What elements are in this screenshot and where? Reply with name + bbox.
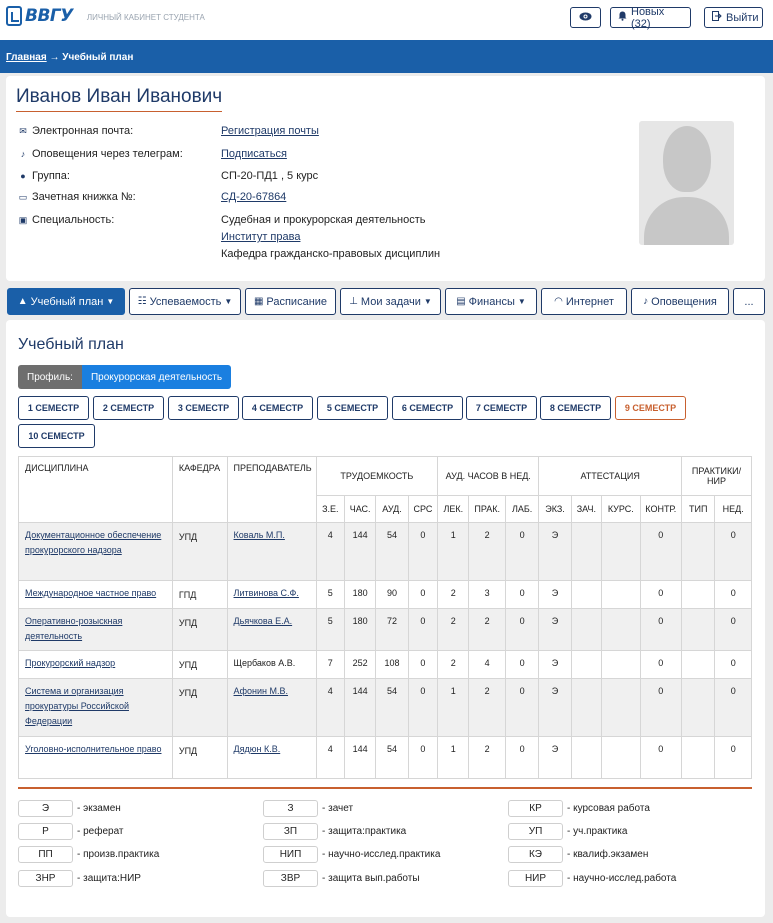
table-cell: 0: [715, 679, 752, 737]
semester-tab-5[interactable]: 5 СЕМЕСТР: [317, 396, 388, 420]
chevron-down-icon: ▼: [423, 297, 432, 306]
table-cell: 0: [640, 581, 682, 609]
cell-discipline: [19, 523, 173, 581]
legend-code: Р: [18, 823, 73, 840]
tab-schedule-label: Расписание: [266, 295, 328, 308]
table-cell: [602, 523, 640, 581]
table-row: [19, 651, 752, 679]
th-hours: АУД. ЧАСОВ В НЕД.: [438, 457, 539, 496]
table-cell: 1: [438, 679, 469, 737]
briefcase-icon: ▣: [18, 214, 28, 225]
cell-department: УПД: [172, 523, 227, 581]
legend-code: НИП: [263, 846, 318, 863]
th-sub: ЧАС.: [344, 496, 375, 523]
notifications-label: Новых (32): [631, 5, 665, 30]
list-icon: ☷: [137, 296, 147, 307]
table-row: [19, 737, 752, 779]
page-title: Учебный план: [18, 336, 124, 353]
table-cell: 0: [640, 523, 682, 581]
table-cell: [682, 679, 715, 737]
table-cell: [571, 651, 601, 679]
logo-mark-icon: [6, 6, 22, 26]
table-cell: 0: [640, 609, 682, 651]
table-cell: 0: [408, 679, 437, 737]
breadcrumb-home-link[interactable]: Главная: [6, 52, 47, 63]
th-sub: ТИП: [682, 496, 715, 523]
table-cell: 0: [715, 581, 752, 609]
legend-item: [263, 846, 440, 863]
legend-text: - квалиф.экзамен: [567, 849, 649, 860]
tab-internet[interactable]: [541, 288, 627, 315]
tab-internet-label: Интернет: [565, 295, 614, 308]
table-cell: Э: [539, 609, 571, 651]
cell-teacher: [227, 679, 316, 737]
legend-item: [508, 870, 676, 887]
th-practice: ПРАКТИКИ/ НИР: [682, 457, 752, 496]
specialty-label: Специальность:: [32, 214, 115, 226]
table-cell: 0: [715, 523, 752, 581]
teacher-name[interactable]: Литвинова С.Ф.: [233, 588, 299, 598]
table-cell: [571, 609, 601, 651]
legend-divider: [18, 787, 752, 789]
profile-row-gradebook: [16, 189, 616, 205]
discipline-link[interactable]: Система и организация прокуратуры Российской Федерации: [25, 686, 129, 726]
tab-performance-label: Успеваемость: [149, 295, 222, 308]
table-cell: 0: [715, 651, 752, 679]
table-cell: [682, 523, 715, 581]
institute-link[interactable]: Институт права: [221, 231, 301, 243]
legend-text: - защита:практика: [322, 826, 407, 837]
profile-row-email: [16, 123, 616, 139]
wifi-icon: ◠: [554, 296, 563, 307]
telegram-label: Оповещения через телеграм:: [32, 148, 183, 160]
legend-text: - зачет: [322, 803, 354, 814]
cell-discipline: [19, 581, 173, 609]
tab-notifications[interactable]: [631, 288, 729, 315]
th-sub: ЗАЧ.: [571, 496, 601, 523]
cell-department: УПД: [172, 737, 227, 779]
department-value: Кафедра гражданско-правовых дисциплин: [221, 248, 441, 260]
discipline-link[interactable]: Прокурорский надзор: [25, 658, 116, 668]
tab-notifications-label: Оповещения: [651, 295, 717, 308]
table-cell: [602, 679, 640, 737]
table-cell: 2: [469, 737, 505, 779]
table-cell: 180: [344, 581, 375, 609]
table-cell: 252: [344, 651, 375, 679]
table-cell: 0: [505, 523, 538, 581]
study-plan-body: [19, 523, 752, 779]
th-sub: КУРС.: [602, 496, 640, 523]
table-cell: 7: [316, 651, 344, 679]
th-discipline: ДИСЦИПЛИНА: [19, 457, 173, 523]
legend-item: [263, 823, 406, 840]
chevron-down-icon: ▼: [106, 297, 115, 306]
tab-more[interactable]: [733, 288, 765, 315]
profile-pill-value[interactable]: Прокурорская деятельность: [82, 365, 231, 389]
profile-row-group: [16, 168, 616, 184]
tab-performance[interactable]: [129, 288, 241, 315]
breadcrumb: [0, 40, 773, 73]
table-cell: 0: [640, 737, 682, 779]
envelope-icon: ✉: [19, 125, 27, 136]
avatar: [639, 121, 734, 245]
teacher-name[interactable]: Дьячкова Е.А.: [233, 616, 293, 626]
legend-item: [18, 846, 159, 863]
profile-pill-key: Профиль:: [18, 365, 82, 389]
email-label: Электронная почта:: [32, 125, 134, 137]
semester-tab-4[interactable]: 4 СЕМЕСТР: [242, 396, 313, 420]
semester-tab-9[interactable]: 9 СЕМЕСТР: [615, 396, 686, 420]
legend-text: - защита:НИР: [77, 873, 141, 884]
tab-more-label: ...: [744, 295, 754, 308]
table-cell: Э: [539, 581, 571, 609]
table-cell: 72: [376, 609, 408, 651]
cell-department: УПД: [172, 679, 227, 737]
semester-tab-3[interactable]: 3 СЕМЕСТР: [168, 396, 239, 420]
table-cell: 2: [469, 679, 505, 737]
tab-finance-label: Финансы: [468, 295, 515, 308]
table-cell: 0: [505, 737, 538, 779]
sign-out-icon: [712, 11, 722, 24]
profile-row-telegram: [16, 146, 616, 162]
table-cell: [571, 523, 601, 581]
table-cell: 0: [505, 679, 538, 737]
th-sub: КОНТР.: [640, 496, 682, 523]
th-sub: ЛАБ.: [505, 496, 538, 523]
legend-text: - научно-исслед.практика: [322, 849, 441, 860]
table-cell: [682, 609, 715, 651]
th-sub: НЕД.: [715, 496, 752, 523]
table-cell: 2: [438, 609, 469, 651]
table-cell: 0: [715, 737, 752, 779]
tab-finance[interactable]: [445, 288, 537, 315]
teacher-name[interactable]: Дядюн К.В.: [233, 744, 281, 754]
table-cell: 4: [316, 523, 344, 581]
table-cell: 0: [640, 679, 682, 737]
logo-subtitle: ЛИЧНЫЙ КАБИНЕТ СТУДЕНТА: [86, 12, 205, 22]
gradebook-label: Зачетная книжка №:: [32, 191, 136, 203]
table-cell: [602, 651, 640, 679]
calendar-icon: ▦: [253, 296, 264, 307]
bell-icon: ♪: [20, 149, 26, 159]
profile-card: [6, 76, 765, 281]
graduation-cap-icon: ▲: [17, 296, 28, 307]
table-cell: 5: [316, 581, 344, 609]
study-plan-card: [6, 320, 765, 917]
th-sub: ЛЕК.: [438, 496, 469, 523]
table-cell: 54: [376, 737, 408, 779]
th-sub: З.Е.: [316, 496, 344, 523]
specialty-value: Судебная и прокурорская деятельность: [221, 214, 426, 226]
id-card-icon: ▭: [18, 191, 28, 202]
legend-text: - уч.практика: [567, 826, 628, 837]
semester-tab-1[interactable]: 1 СЕМЕСТР: [18, 396, 89, 420]
student-name: Иванов Иван Иванович: [16, 86, 222, 112]
cell-discipline: [19, 609, 173, 651]
table-cell: 5: [316, 609, 344, 651]
semester-tab-2[interactable]: 2 СЕМЕСТР: [93, 396, 164, 420]
table-cell: 0: [715, 609, 752, 651]
teacher-name: Щербаков А.В.: [233, 658, 296, 668]
table-cell: [682, 737, 715, 779]
logout-button[interactable]: [704, 7, 763, 28]
table-cell: Э: [539, 679, 571, 737]
legend-code: КЭ: [508, 846, 563, 863]
table-cell: 144: [344, 679, 375, 737]
breadcrumb-arrow: →: [49, 52, 60, 63]
logo-text: ВВГУ: [25, 6, 73, 26]
gradebook-link[interactable]: СД-20-67864: [221, 191, 287, 203]
eye-icon: [579, 12, 592, 24]
table-cell: 4: [316, 679, 344, 737]
table-cell: [571, 679, 601, 737]
legend-code: З: [263, 800, 318, 817]
legend-text: - экзамен: [77, 803, 121, 814]
teacher-name[interactable]: Коваль М.П.: [233, 530, 285, 540]
legend-code: ЗВР: [263, 870, 318, 887]
semester-tab-6[interactable]: 6 СЕМЕСТР: [392, 396, 463, 420]
table-cell: 0: [408, 651, 437, 679]
table-cell: 180: [344, 609, 375, 651]
cell-discipline: [19, 737, 173, 779]
discipline-link[interactable]: Уголовно-исполнительное право: [25, 744, 162, 754]
telegram-subscribe-link[interactable]: Подписаться: [221, 148, 287, 160]
legend-item: [18, 823, 124, 840]
profile-row-specialty: [16, 212, 616, 228]
profile-pill: [18, 365, 231, 389]
th-sub: ЭКЗ.: [539, 496, 571, 523]
legend-item: [508, 823, 627, 840]
table-cell: 1: [438, 737, 469, 779]
table-cell: Э: [539, 651, 571, 679]
table-cell: 0: [408, 609, 437, 651]
legend-code: Э: [18, 800, 73, 817]
pin-icon: ⊥: [349, 296, 358, 307]
table-cell: 1: [438, 523, 469, 581]
cell-teacher: [227, 737, 316, 779]
legend-item: [18, 870, 141, 887]
legend-item: [508, 846, 648, 863]
bell-icon: ♪: [643, 296, 649, 307]
table-cell: 0: [505, 609, 538, 651]
legend-item: [263, 870, 420, 887]
legend-code: ЗНР: [18, 870, 73, 887]
table-cell: 54: [376, 523, 408, 581]
table-row: [19, 523, 752, 581]
legend-code: ПП: [18, 846, 73, 863]
table-cell: [602, 737, 640, 779]
table-cell: 4: [469, 651, 505, 679]
discipline-link[interactable]: Международное частное право: [25, 588, 157, 598]
table-cell: [571, 581, 601, 609]
cell-teacher: [227, 609, 316, 651]
th-sub: СРС: [408, 496, 437, 523]
legend-text: - научно-исслед.работа: [567, 873, 677, 884]
chevron-down-icon: ▼: [517, 297, 526, 306]
cell-discipline: [19, 679, 173, 737]
users-icon: ●: [20, 171, 26, 181]
table-cell: 0: [640, 651, 682, 679]
legend-code: УП: [508, 823, 563, 840]
table-cell: [602, 581, 640, 609]
cell-department: УПД: [172, 609, 227, 651]
group-label: Группа:: [32, 170, 70, 182]
top-bar: [0, 0, 773, 40]
legend-code: КР: [508, 800, 563, 817]
table-cell: 144: [344, 523, 375, 581]
legend-text: - реферат: [77, 826, 124, 837]
cell-department: УПД: [172, 651, 227, 679]
table-row: [19, 679, 752, 737]
th-labor: ТРУДОЕМКОСТЬ: [316, 457, 437, 496]
legend-text: - курсовая работа: [567, 803, 650, 814]
visibility-button[interactable]: [570, 7, 601, 28]
legend-text: - произв.практика: [77, 849, 160, 860]
semester-tab-7[interactable]: 7 СЕМЕСТР: [466, 396, 537, 420]
bell-icon: [618, 11, 627, 24]
table-cell: 0: [505, 651, 538, 679]
table-cell: 0: [408, 523, 437, 581]
chevron-down-icon: ▼: [224, 297, 233, 306]
table-row: [19, 609, 752, 651]
discipline-link[interactable]: Документационное обеспечение прокурорского надзора: [25, 530, 162, 555]
legend-code: ЗП: [263, 823, 318, 840]
discipline-link[interactable]: Оперативно-розыскная деятельность: [25, 616, 123, 641]
cell-teacher: [227, 523, 316, 581]
legend-code: НИР: [508, 870, 563, 887]
group-value: СП-20-ПД1 , 5 курс: [221, 170, 319, 182]
legend-item: [18, 800, 121, 817]
tab-study-plan-label: Учебный план: [30, 295, 104, 308]
legend-item: [263, 800, 353, 817]
study-plan-table: [18, 456, 752, 779]
logout-label: Выйти: [726, 11, 759, 24]
table-cell: 54: [376, 679, 408, 737]
table-cell: 4: [316, 737, 344, 779]
table-cell: 0: [408, 581, 437, 609]
table-cell: 0: [505, 581, 538, 609]
th-sub: ПРАК.: [469, 496, 505, 523]
table-cell: [682, 581, 715, 609]
table-cell: [602, 609, 640, 651]
table-cell: [682, 651, 715, 679]
teacher-name[interactable]: Афонин М.В.: [233, 686, 289, 696]
notifications-button[interactable]: [610, 7, 691, 28]
money-icon: ▤: [456, 296, 466, 307]
table-cell: 3: [469, 581, 505, 609]
breadcrumb-current: Учебный план: [62, 52, 134, 63]
legend-text: - защита вып.работы: [322, 873, 420, 884]
cell-department: ГПД: [172, 581, 227, 609]
th-sub: АУД.: [376, 496, 408, 523]
legend-item: [508, 800, 650, 817]
table-cell: 2: [469, 609, 505, 651]
email-register-link[interactable]: Регистрация почты: [221, 125, 319, 137]
table-cell: [571, 737, 601, 779]
th-attestation: АТТЕСТАЦИЯ: [539, 457, 682, 496]
logo[interactable]: [6, 6, 205, 26]
tab-schedule[interactable]: [245, 288, 336, 315]
cell-teacher: [227, 651, 316, 679]
table-cell: 2: [438, 581, 469, 609]
table-cell: 2: [438, 651, 469, 679]
th-teacher: ПРЕПОДАВАТЕЛЬ: [227, 457, 316, 523]
cell-discipline: [19, 651, 173, 679]
tab-study-plan[interactable]: [7, 288, 125, 315]
table-cell: 108: [376, 651, 408, 679]
tab-my-tasks[interactable]: [340, 288, 441, 315]
table-cell: 2: [469, 523, 505, 581]
table-row: [19, 581, 752, 609]
semester-tab-8[interactable]: 8 СЕМЕСТР: [540, 396, 611, 420]
tab-my-tasks-label: Мои задачи: [360, 295, 421, 308]
table-cell: 90: [376, 581, 408, 609]
table-cell: Э: [539, 737, 571, 779]
table-cell: Э: [539, 523, 571, 581]
table-cell: 0: [408, 737, 437, 779]
table-cell: 144: [344, 737, 375, 779]
cell-teacher: [227, 581, 316, 609]
th-department: КАФЕДРА: [172, 457, 227, 523]
semester-tab-10[interactable]: 10 СЕМЕСТР: [18, 424, 95, 448]
